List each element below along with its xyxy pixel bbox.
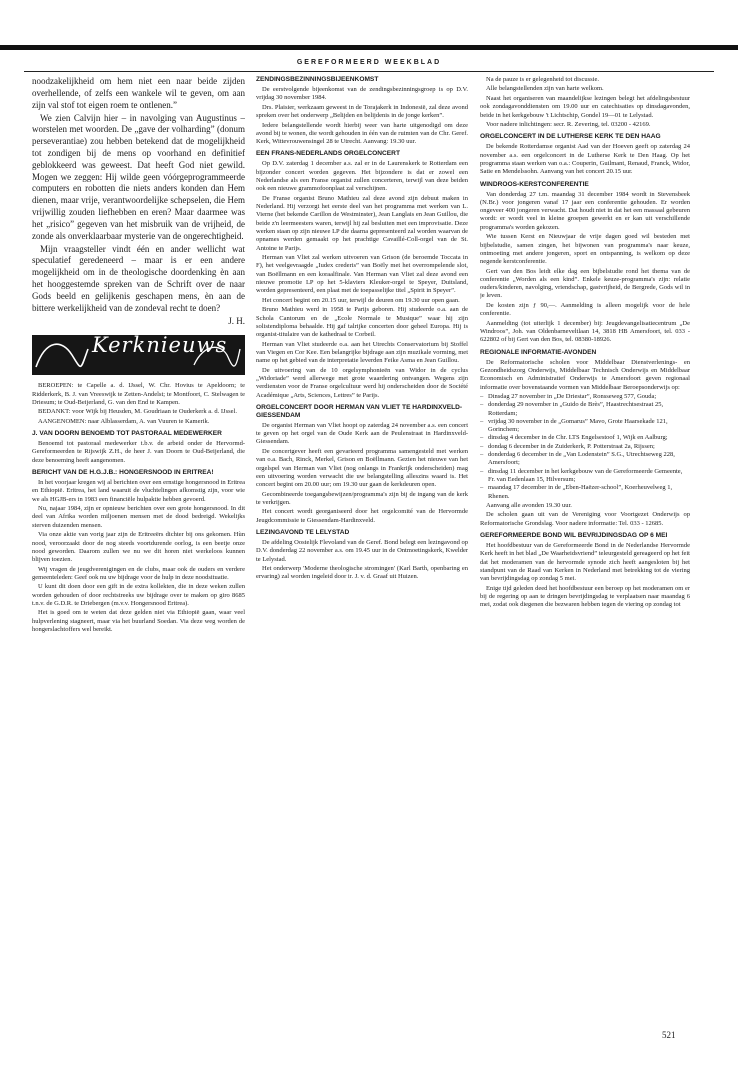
article-paragraph: Benoemd tot pastoraal medewerker t.b.v. de arbeid onder de Hervormd-Gereformeerden te Rijswijk Z.H., de heer J. van Doorn te Oud-Beijerland, die deze benoeming heeft aangenomen.: [32, 440, 245, 464]
list-item: – maandag 17 december in de „Eben-Haëzer-school”, Koerheuvelweg 1, Rhenen.: [480, 484, 690, 501]
article-paragraph: Nu, najaar 1984, zijn er opnieuw berichten over een grote hongersnood. In dit deel van Afrika worden miljoenen mensen met de dood bedreigd. Wekelijks sterven duizenden mensen.: [32, 505, 245, 529]
column-left: [32, 76, 245, 1011]
list-item: – donderdag 6 december in de „Van Lodenstein” S.G., Utrechtseweg 228, Amersfoort;: [480, 451, 690, 468]
list-item: – Dinsdag 27 november in „De Driestar”, Ronsseweg 577, Gouda;: [480, 393, 690, 401]
column-middle: [256, 76, 468, 1011]
header-rule: [24, 71, 714, 72]
article-paragraph: Voor nadere inlichtingen: secr. R. Zevering, tel. 03200 - 42169.: [486, 121, 651, 129]
article-heading: EEN FRANS-NEDERLANDS ORGELCONCERT: [256, 150, 400, 158]
list-item: – dondag 6 december in de Zuiderkerk, P. Potterstraat 2a, Rijssen;: [480, 443, 690, 451]
page-number: 521: [662, 1030, 676, 1040]
list-item: – dinsdag 11 december in het kerkgebouw van de Gereformeerde Gemeente, Fr. van Eedenlaan 15, Hilversum;: [480, 468, 690, 485]
article-heading: REGIONALE INFORMATIE-AVONDEN: [480, 348, 597, 356]
kerk-item: AANGENOMEN: naar Alblasserdam, A. van Vuuren te Kamerik.: [38, 417, 210, 425]
article-heading: BERICHT VAN DE H.G.J.B.: HONGERSNOOD IN ERITREA!: [32, 469, 214, 477]
article-paragraph: Van donderdag 27 t.m. maandag 31 december 1984 wordt in Stevensbeek (N.Br.) voor jongeren vanaf 17 jaar een conferentie gehouden. Er worden ongeveer 400 jongeren verwacht. Dat houdt niet in dat het een massaal gebeuren wordt: er wordt veel in kleine groepen gewerkt en er kan uit verschillende programma's worden gekozen.: [480, 190, 690, 231]
article-paragraph: De concertgever heeft een gevarieerd programma samengesteld met werken van o.a. Bach, Rinck, Merkel, Grison en Boëllmann. Gezien het nieuwe van het orgelspel van Herman van Vliet (nog onlangs in Frankrijk onderscheiden) mag een uitvoering worden verwacht die uw belangstelling alleszins waard is. Het concert begint om 20.00 uur; om 19.30 uur gaan de kerkdeuren open.: [256, 447, 468, 489]
article-paragraph: Het onderwerp 'Moderne theologische stromingen' (Karl Barth, openbaring en ervaring) zal worden ingeleid door ir. J. v. d. Graaf uit Huizen.: [256, 565, 468, 581]
article-paragraph: Het concert wordt georganiseerd door het orgelcomité van de Hervormde Jeugdcommissie te Giessendam-Hardinxveld.: [256, 508, 468, 524]
article-paragraph: De Franse organist Bruno Mathieu zal deze avond zijn debuut maken in Nederland. Hij verzorgt het eerste deel van het programma met werken van L. Vierne (het bekende Carillon de Westminster), Jean Langlais en Jean Guillou, die beide z'n leermeesters waren, terwijl hij zal besluiten met een improvisatie. Deze werken staan op zijn nieuwe LP die daarna gepresenteerd zal worden waarvan de opnames werden gemaakt op het prachtige Cavaillé-Coll-orgel van de St. Antoine te Parijs.: [256, 194, 468, 252]
article-paragraph: Het is goed om te weten dat deze gelden niet via Ethiopië gaan, waar veel hulpverlening stagneert, maar via het buurland Soedan. Via deze weg worden de hongerslachtoffers wel bereikt.: [32, 609, 245, 634]
article-paragraph: De kosten zijn ƒ 90,—. Aanmelding is alleen mogelijk voor de hele conferentie.: [480, 301, 690, 318]
list-item: – donderdag 29 november in „Guido de Brès”, Haastrechtsestraat 25, Rotterdam;: [480, 401, 690, 418]
article-heading: ORGELCONCERT DOOR HERMAN VAN VLIET TE HARDINXVELD-GIESSENDAM: [256, 403, 463, 419]
article-paragraph: De Reformatorische scholen voor Middelbaar Dienstverlenings- en Gezondheidszorg Onderwijs, Middelbaar Technisch Onderwijs en Middelbaar Economisch en Administratief Onderwijs te Amersfoort geven regionaal informatie over bovenstaande vormen van Middelbaar Beroepsonderwijs op:: [480, 358, 690, 391]
article-paragraph: U kunt dit doen door een gift in de extra kollekten, die in deze weken zullen worden gehouden of door rechtstreeks uw bijdrage over te maken op giro 8685 t.n.v. de G.D.R. te Driebergen (m.v.v. Hongersnood Eritrea).: [32, 583, 245, 607]
article-paragraph: Gert van den Bos leidt elke dag een bijbelstudie rond het thema van de conferentie „Worden als een kind”. Enkele keuze-programma's zijn: relatie ouders/kinderen, navolging, vriendschap, gastvrijheid, de Bergrede, Gods wil in je leven.: [480, 267, 690, 300]
article-paragraph: De afdeling Oostelijk Flevoland van de Geref. Bond belegt een lezingavond op D.V. donderdag 22 november a.s. om 19.45 uur in de Ontmoetingskerk, Kwelder te Lelystad.: [256, 539, 468, 563]
essay-paragraph: Mijn vraagsteller vindt één en ander wellicht wat speculatief geredeneerd – maar is er een andere mogelijkheid om in de theologische doordenking èn aan het hooggestemde spreken van de Schrift over de naar Gods beeld en gelijkenis geschapen mens, èn aan de bittere werkelijkheid van de zondeval recht te doen?: [32, 243, 245, 313]
list-item: – vrijdag 30 november in de „Gomarus” Mavo, Grote Haarsekade 121, Gorinchem;: [480, 418, 690, 435]
column-right: [480, 76, 690, 1011]
article-paragraph: In het voorjaar kregen wij al berichten over een ernstige hongersnood in Eritrea en Ethiopië. Eritrea, het land waaruit de vluchtelingen afkomstig zijn, voor wie we als HGJB-ers in 1983 een financiële hulpaktie hebben gevoerd.: [32, 479, 245, 503]
article-paragraph: Het concert begint om 20.15 uur, terwijl de deuren om 19.30 uur open gaan.: [262, 296, 460, 304]
article-heading: GEREFORMEERDE BOND WIL BEVRIJDINGSDAG OP 6 MEI: [480, 531, 668, 539]
essay-paragraph: We zien Calvijn hier – in navolging van Augustinus – worstelen met woorden. De „gave der volharding” (donum perseverantiae) zou hebben betekend dat de mogelijkheid tot zondigen bij de mens op voorhand en definitief geblokkeerd was geweest. Dat heeft God niet gewild. Mogen we zeggen: Hij wilde geen vóórgeprogrammeerde computers en robotten die niets anders konden dan Hem dienen, maar vrije, verantwoordelijke schepselen, die Hem vrijwillig zouden liefhebben en eren? Maar daarmee was het „risico” gegeven van het misbruik van de vrijheid, de zonde als onverklaarbaar mysterie van de ongerechtigheid.: [32, 112, 245, 241]
top-rule: [0, 45, 738, 50]
article-paragraph: De scholen gaan uit van de Vereniging voor Voortgezet Onderwijs op Reformatorische Grondslag. Voor nadere informatie: Tel. 033 - 12685.: [480, 511, 690, 527]
article-paragraph: Aanvang alle avonden 19.30 uur.: [486, 501, 572, 509]
kerk-item: BEDANKT: voor Wijk bij Heusden, M. Goudriaan te Ouderkerk a. d. IJssel.: [38, 408, 237, 416]
article-paragraph: De uitvoering van de 10 orgelsymphonieën van Widor in de cyclus „Widoriade” werd allerwege met grote waardering ontvangen. Wegens zijn verdiensten voor de Franse orgelcultuur werd hij onderscheiden door de Société Académique „Arts, Sciences, Lettres” te Parijs.: [256, 366, 468, 399]
essay-paragraph: noodzakelijkheid om hem niet een naar beide zijden overhellende, of zelfs een wankele wil te geven, om aan zijn val stof tot eigen roem te ontlenen.”: [32, 76, 245, 110]
essay-signature: J. H.: [228, 315, 245, 326]
article-paragraph: De eerstvolgende bijeenkomst van de zendingsbezinningsgroep is op D.V. vrijdag 30 november 1984.: [256, 86, 468, 102]
article-heading: LEZINGAVOND TE LELYSTAD: [256, 529, 350, 537]
article-paragraph: Herman van Vliet zal werken uitvoeren van Grison (de beroemde Toccata in F), het veelgevraagde „Iudex crederis” van Boëly met het overrompelende slot, van Boëllmann en een koraalfinale. Van Herman van Vliet zal deze avond een nieuwe promotie LP op het 5-klaviers Kleuker-orgel te Speyer, Duitsland, worden gepresenteerd, een plaat met de toepasselijke titel „Spirit in Speyer”.: [256, 254, 468, 295]
article-paragraph: Het hoofdbestuur van de Gereformeerde Bond in de Nederlandse Hervormde Kerk heeft in het blad „De Waarheidsvriend” teleurgesteld gereageerd op het feit dat het moderamen van de hervormde synode zich heeft aangesloten bij het standpunt van de Raad van Kerken in Nederland met betrekking tot de viering van bevrijdingsdag op zondag 5 mei.: [480, 541, 690, 583]
kerknieuws-banner: [32, 335, 245, 375]
article-heading: ZENDINGSBEZINNINGSBIJEENKOMST: [256, 76, 379, 83]
article-heading: J. VAN DOORN BENOEMD TOT PASTORAAL MEDEWERKER: [32, 430, 222, 438]
article-paragraph: Aanmelding (tot uiterlijk 1 december) bij: Jeugdevangelisatiecentrum „De Windroos”, Joh. van Oldenbarneveltlaan 14, 3818 HB Amersfoort, tel. 033 - 622802 of bij Gert van den Bos, tel. 08380-18926.: [480, 319, 690, 344]
banner-title: Kerknieuws: [92, 335, 228, 358]
article-paragraph: Via onze aktie van vorig jaar zijn de Eritreeërs dichter bij ons gekomen. Hùn nood, veroorzaakt door de nog steeds voortdurende oorlog, is een beetje onze nood geworden. Daarom zullen we nu we dit horen niet werkeloos kunnen blijven toezien.: [32, 531, 245, 564]
article-paragraph: Op D.V. zaterdag 1 december a.s. zal er in de Laurenskerk te Rotterdam een bijzonder concert worden gegeven. Het bijzondere is dat er zowel een Nederlandse als een Franse organist zullen concerteren, terwijl van deze beiden ook een nieuwe grammofoonplaat zal verschijnen.: [256, 160, 468, 193]
article-paragraph: Enige tijd geleden deed het hoofdbestuur een beroep op het moderamen om er bij de regering op aan te dringen bevrijdingsdag te verplaatsen naar maandag 6 mei, zodat ook diegenen die bezwaren hebben tegen de viering op zondag tot: [480, 584, 690, 609]
kerk-item: BEROEPEN: te Capelle a. d. IJssel, W. Chr. Hovius te Apeldoorn; te Ridderkerk, B. J. van Vreeswijk te Zetten-Andelst; te Montfoort, C. Stelwagen te Driesum; te Oud-Beijerland, G. van den End te Kampen.: [32, 382, 245, 406]
article-heading: WINDROOS-KERSTCONFERENTIE: [480, 180, 589, 188]
running-head: GEREFORMEERD WEEKBLAD: [296, 59, 442, 66]
article-paragraph: Wij vragen de jeugdverenigingen en de clubs, maar ook de ouders en verdere gemeenteleden: Geef ook nu uw bijdrage voor de hulp in deze noodsituatie.: [32, 565, 245, 581]
article-paragraph: Iedere belangstellende wordt hierbij weer van harte uitgenodigd om deze avond bij te wonen, die wordt gehouden in één van de ruimten van de Chr. Geref. Kerk, Wittevrouwensingel 28 te Utrecht. Aanvang: 19.30 uur.: [256, 121, 468, 146]
venue-list: [480, 393, 690, 501]
list-item: – dinsdag 4 december in de Chr. LTS Engelsestoof 1, Wijk en Aalburg;: [480, 434, 690, 442]
article-paragraph: De organist Herman van Vliet hoopt op zaterdag 24 november a.s. een concert te geven op het orgel van de Oude Kerk aan de Peulenstraat in Hardinxveld-Giessendam.: [256, 421, 468, 446]
article-paragraph: De bekende Rotterdamse organist Aad van der Hoeven geeft op zaterdag 24 november a.s. een orgelconcert in de Lutherse Kerk te Den Haag. Op het programma staan werken van o.a.: Couperin, Guilmant, Renaud, Franck, Widor, Satie en Mendelssohn. Aanvang van het concert 20.15 uur.: [480, 143, 690, 176]
article-heading: ORGELCONCERT IN DE LUTHERSE KERK TE DEN HAAG: [480, 133, 661, 141]
article-paragraph: Naast het organiseren van maandelijkse lezingen belegt het afdelingsbestuur ook zondagavonddiensten om 19.00 uur en catechisaties op dinsdagavonden, beide in het kerkgebouw 't Lichtschip, Gondel 19—01 te Lelystad.: [480, 94, 690, 119]
article-paragraph: Alle belangstellenden zijn van harte welkom.: [486, 85, 604, 93]
article-paragraph: Gecombineerde toegangsbewijzen/programma's zijn bij de ingang van de kerk te verkrijgen.: [256, 490, 468, 506]
article-paragraph: Na de pauze is er gelegenheid tot discussie.: [486, 76, 599, 83]
article-paragraph: Herman van Vliet studeerde o.a. aan het Utrechts Conservatorium bij Stoffel van Viegen en Cor Kee. Een belangrijke bijdrage aan zijn muzikale vorming, met name op het gebied van de interpretatie leverden Feike Asma en Jean Guillou.: [256, 340, 468, 365]
article-paragraph: Bruno Mathieu werd in 1958 te Parijs geboren. Hij studeerde o.a. aan de Schola Cantorum en de „Ecole Normale te Musique” waar hij zijn solistendiploma behaalde. Hij gaf talrijke concerten door geheel Europa. Hij is organist-titulaire van de kathedraal te Corbeil.: [256, 306, 468, 339]
article-paragraph: Drs. Plaisier, werkzaam geweest in de Torajakerk in Indonesië, zal deze avond spreken over het onderwerp „Belijden en belijdenis in de jonge kerken”.: [256, 103, 468, 120]
article-paragraph: Wie tussen Kerst en Nieuwjaar de vrije dagen goed wil besteden met bijbelstudie, samen zingen, het bijwonen van programma's naar keuze, ontmoeting met andere jongeren, sport en ontspanning, is welkom op deze negende kerstconferentie.: [480, 233, 690, 266]
